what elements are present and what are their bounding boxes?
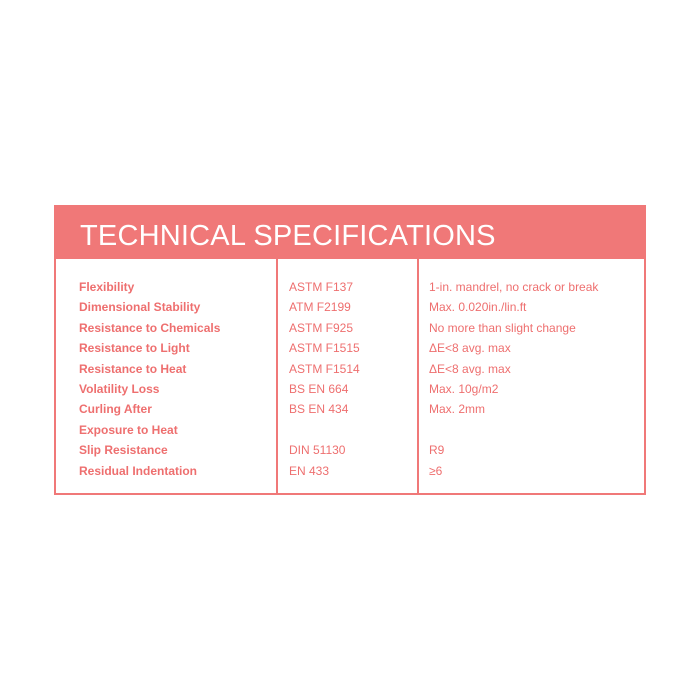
property-cell: Residual Indentation xyxy=(79,463,198,478)
table-row xyxy=(56,359,644,379)
value-cell: ≥6 xyxy=(429,463,443,478)
value-cell: No more than slight change xyxy=(429,320,576,335)
technical-specifications-table xyxy=(54,205,646,495)
property-cell: Slip Resistance xyxy=(79,443,168,458)
standard-cell: BS EN 434 xyxy=(289,402,349,417)
value-cell: Max. 0.020in./lin.ft xyxy=(429,300,527,315)
table-row xyxy=(56,338,644,358)
table-row xyxy=(56,379,644,399)
property-cell: Exposure to Heat xyxy=(79,422,178,437)
value-cell: Max. 10g/m2 xyxy=(429,381,499,396)
standard-cell: EN 433 xyxy=(289,463,330,478)
table-row xyxy=(56,297,644,317)
table-header-bar xyxy=(56,207,644,259)
value-cell: 1-in. mandrel, no crack or break xyxy=(429,280,599,294)
table-title: TECHNICAL SPECIFICATIONS xyxy=(80,220,496,252)
property-cell: Resistance to Light xyxy=(79,341,190,356)
standard-cell: BS EN 664 xyxy=(289,381,349,396)
value-cell: ΔE<8 avg. max xyxy=(429,361,511,376)
property-cell: Dimensional Stability xyxy=(79,300,201,315)
table-row xyxy=(56,420,644,440)
value-cell: R9 xyxy=(429,443,445,458)
value-cell: Max. 2mm xyxy=(429,402,486,417)
property-cell: Resistance to Chemicals xyxy=(79,320,221,335)
standard-cell: ASTM F1515 xyxy=(289,341,360,356)
spec-rows xyxy=(56,277,644,481)
standard-cell: DIN 51130 xyxy=(289,443,346,458)
table-row xyxy=(56,461,644,481)
value-cell: ΔE<8 avg. max xyxy=(429,341,511,356)
standard-cell: ATM F2199 xyxy=(289,300,351,315)
table-row xyxy=(56,318,644,338)
property-cell: Curling After xyxy=(79,402,152,417)
standard-cell: ASTM F925 xyxy=(289,320,354,335)
property-cell: Volatility Loss xyxy=(79,381,160,396)
standard-cell: ASTM F1514 xyxy=(289,361,360,376)
property-cell: Flexibility xyxy=(79,280,135,294)
table-row xyxy=(56,399,644,419)
table-row xyxy=(56,440,644,460)
property-cell: Resistance to Heat xyxy=(79,361,187,376)
table-row xyxy=(56,277,644,297)
standard-cell: ASTM F137 xyxy=(289,280,354,294)
